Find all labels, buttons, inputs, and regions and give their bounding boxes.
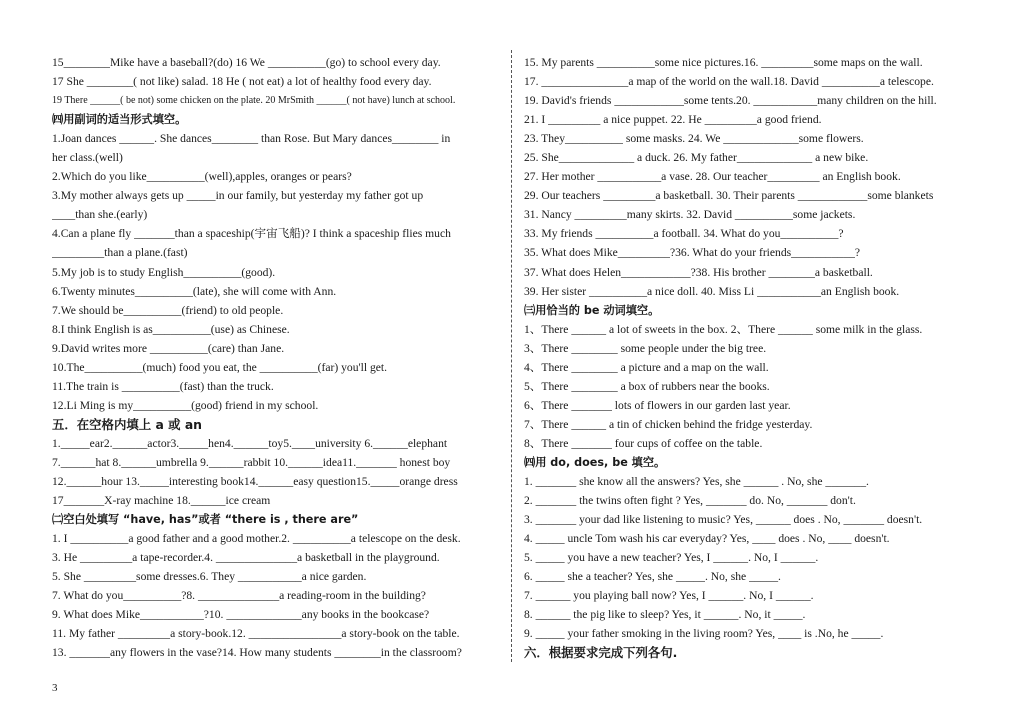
exercise-line: 27. Her mother ___________a vase. 28. Our teacher_________ an English book. [524,170,901,184]
exercise-line: 8.I think English is as__________(use) as Chinese. [52,322,290,336]
exercise-line: 21. I _________ a nice puppet. 22. He _________a good friend. [524,113,822,127]
exercise-line: 23. They__________ some masks. 24. We _____________some flowers. [524,132,864,146]
exercise-line: 7、There ______ a tin of chicken behind the fridge yesterday. [524,417,813,431]
exercise-line: 12.Li Ming is my__________(good) friend in my school. [52,398,319,412]
exercise-line: her class.(well) [52,151,123,165]
exercise-line: 25. She_____________ a duck. 26. My father_____________ a new bike. [524,151,869,165]
page-number: 3 [52,682,58,694]
left-column [52,53,500,663]
exercise-line: _________than a plane.(fast) [52,246,188,260]
exercise-line: 13. _______any flowers in the vase?14. How many students ________in the classroom? [52,646,462,660]
exercise-line: 3.My mother always gets up _____in our family, but yesterday my father got up [52,189,424,203]
exercise-line: 3、There ________ some people under the big tree. [524,341,767,355]
exercise-line: 1、There ______ a lot of sweets in the box. 2、There ______ some milk in the glass. [524,322,923,336]
section-heading: 五．在空格内填上 a 或 an [52,416,203,432]
exercise-line: 1. _______ she know all the answers? Yes, she ______ . No, she _______. [524,475,869,489]
exercise-line: 15________Mike have a baseball?(do) 16 We __________(go) to school every day. [52,56,441,69]
exercise-line: 7. ______ you playing ball now? Yes, I ______. No, I ______. [524,589,814,603]
exercise-line: 3. He _________a tape-recorder.4. ______________a basketball in the playground. [52,551,440,565]
exercise-line: 17 She ________( not like) salad. 18 He ( not eat) a lot of healthy food every day. [52,75,432,89]
exercise-line: 35. What does Mike_________?36. What do your friends___________? [524,246,861,260]
section-heading: ㈡空白处填写 “have, has”或者 “there is , there are” [52,513,359,527]
exercise-line: 11. My father _________a story-book.12. ________________a story-book on the table. [52,627,460,641]
exercise-line: 33. My friends __________a football. 34. What do you__________? [524,227,844,241]
exercise-line: 7. What do you__________?8. ______________a reading-room in the building? [52,589,426,603]
exercise-line: 39. Her sister __________a nice doll. 40. Miss Li ___________an English book. [524,284,900,298]
exercise-line: 1.Joan dances ______. She dances________ than Rose. But Mary dances________ in [52,132,451,146]
section-heading: ㈣用副词的适当形式填空。 [52,113,187,127]
exercise-line: 4. _____ uncle Tom wash his car everyday? Yes, ____ does . No, ____ doesn't. [524,532,890,546]
exercise-line: 15. My parents __________some nice pictures.16. _________some maps on the wall. [524,56,923,69]
exercise-line: 10.The__________(much) food you eat, the __________(far) you'll get. [52,360,388,374]
exercise-line: 4.Can a plane fly _______than a spaceship(宇宙飞船)? I think a spaceship flies much [52,227,451,241]
exercise-line: 5. She _________some dresses.6. They ___________a nice garden. [52,570,367,584]
exercise-line: 29. Our teachers _________a basketball. 30. Their parents ____________some blankets [524,189,934,203]
exercise-line: 4、There ________ a picture and a map on the wall. [524,360,769,374]
exercise-line: 31. Nancy _________many skirts. 32. David __________some jackets. [524,208,856,222]
exercise-line: 2. _______ the twins often fight ? Yes, _______ do. No, _______ don't. [524,494,856,508]
exercise-line: 19. David's friends ____________some tents.20. ___________many children on the hill. [524,94,937,108]
exercise-line: 7.______hat 8.______umbrella 9.______rabbit 10.______idea11._______ honest boy [52,455,451,469]
exercise-line: 3. _______ your dad like listening to music? Yes, ______ does . No, _______ doesn't. [524,513,923,527]
exercise-line: 5.My job is to study English__________(good). [52,265,276,279]
exercise-line: 5. _____ you have a new teacher? Yes, I ______. No, I ______. [524,551,819,565]
exercise-line: 17_______X-ray machine 18.______ice cream [52,494,271,508]
section-heading: ㈢用恰当的 be 动词填空。 [524,303,660,317]
exercise-line: 2.Which do you like__________(well),apples, oranges or pears? [52,170,352,184]
exercise-line: 9. What does Mike___________?10. _____________any books in the bookcase? [52,608,430,622]
column-divider [511,50,512,662]
exercise-line: 8、There _______ four cups of coffee on the table. [524,436,763,450]
exercise-line: 8. ______ the pig like to sleep? Yes, it ______. No, it _____. [524,608,806,622]
exercise-line: 7.We should be__________(friend) to old people. [52,303,284,317]
exercise-line: 19 There ______( be not) some chicken on the plate. 20 MrSmith ______( not have) lunch at school. [52,95,456,107]
exercise-line: 6、There _______ lots of flowers in our garden last year. [524,398,791,412]
exercise-line: 9.David writes more __________(care) than Jane. [52,341,285,355]
exercise-line: 9. _____ your father smoking in the living room? Yes, ____ is .No, he _____. [524,627,884,641]
exercise-line: 6. _____ she a teacher? Yes, she _____. No, she _____. [524,570,781,584]
exercise-line: 17. _______________a map of the world on the wall.18. David __________a telescope. [524,75,934,89]
section-heading: 六．根据要求完成下列各句. [524,645,678,661]
section-heading: ㈣用 do, does, be 填空。 [524,455,666,469]
exercise-line: 11.The train is __________(fast) than the truck. [52,379,274,393]
exercise-line: 1._____ear2.______actor3._____hen4.______toy5.____university 6.______elephant [52,436,448,450]
right-column [524,53,970,663]
exercise-line: 1. I __________a good father and a good mother.2. __________a telescope on the desk. [52,532,461,546]
exercise-line: ____than she.(early) [52,208,148,222]
exercise-line: 5、There ________ a box of rubbers near the books. [524,379,770,393]
exercise-line: 12.______hour 13._____interesting book14.______easy question15._____orange dress [52,475,458,489]
exercise-line: 6.Twenty minutes__________(late), she will come with Ann. [52,284,337,298]
exercise-line: 37. What does Helen____________?38. His brother ________a basketball. [524,265,873,279]
